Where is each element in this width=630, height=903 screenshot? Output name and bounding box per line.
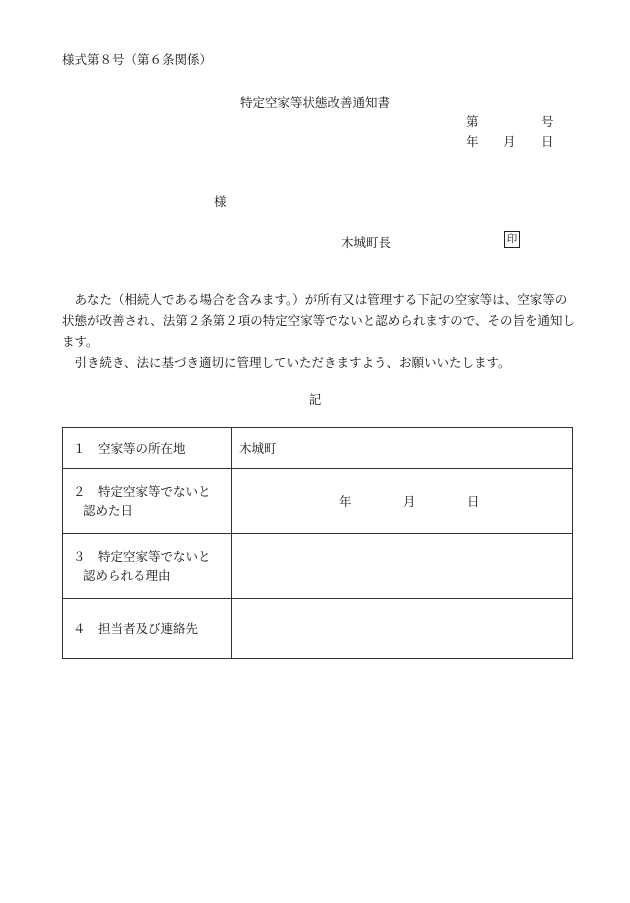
reason-label-line1: ３ 特定空家等でないと	[73, 549, 211, 564]
recognized-date-month: 月	[403, 493, 416, 509]
reason-label-line2: 認められる理由	[83, 568, 171, 583]
location-label: １ 空家等の所在地	[63, 428, 232, 469]
recognized-date-year: 年	[339, 493, 352, 509]
recognized-date-label-line2: 認めた日	[83, 503, 134, 518]
recognized-date-value	[232, 469, 573, 534]
table-row	[63, 599, 573, 659]
ki-heading: 記	[308, 392, 322, 407]
seal-mark: 印	[504, 231, 520, 248]
details-table	[62, 427, 573, 659]
date-day-label: 日	[541, 134, 554, 149]
issuer-name: 木城町長	[341, 235, 392, 250]
document-title: 特定空家等状態改善通知書	[239, 95, 390, 110]
recipient-honorific: 様	[214, 194, 227, 209]
number-prefix: 第	[466, 114, 479, 129]
form-number: 様式第８号（第６条関係）	[62, 52, 213, 67]
notice-paragraph-2: 引き続き、法に基づき適切に管理していただきますよう、お願いいたします。	[62, 355, 511, 370]
reason-label	[63, 534, 232, 599]
contact-label: ４ 担当者及び連絡先	[63, 599, 232, 659]
date-month-label: 月	[503, 134, 516, 149]
notice-paragraph-1: あなた（相続人である場合を含みます。）が所有又は管理する下記の空家等は、空家等の状態が改善され、法第２条第２項の特定空家等でないと認められますので、その旨を通知します。	[62, 292, 576, 349]
location-value: 木城町	[232, 428, 573, 469]
table-row	[63, 428, 573, 469]
date-year-label: 年	[466, 134, 479, 149]
table-row	[63, 534, 573, 599]
recognized-date-label-line1: ２ 特定空家等でないと	[73, 484, 211, 499]
notice-body	[62, 289, 578, 373]
number-suffix: 号	[541, 114, 554, 129]
recognized-date-label	[63, 469, 232, 534]
recognized-date-day: 日	[467, 493, 480, 509]
reason-value	[232, 534, 573, 599]
contact-value	[232, 599, 573, 659]
table-row	[63, 469, 573, 534]
